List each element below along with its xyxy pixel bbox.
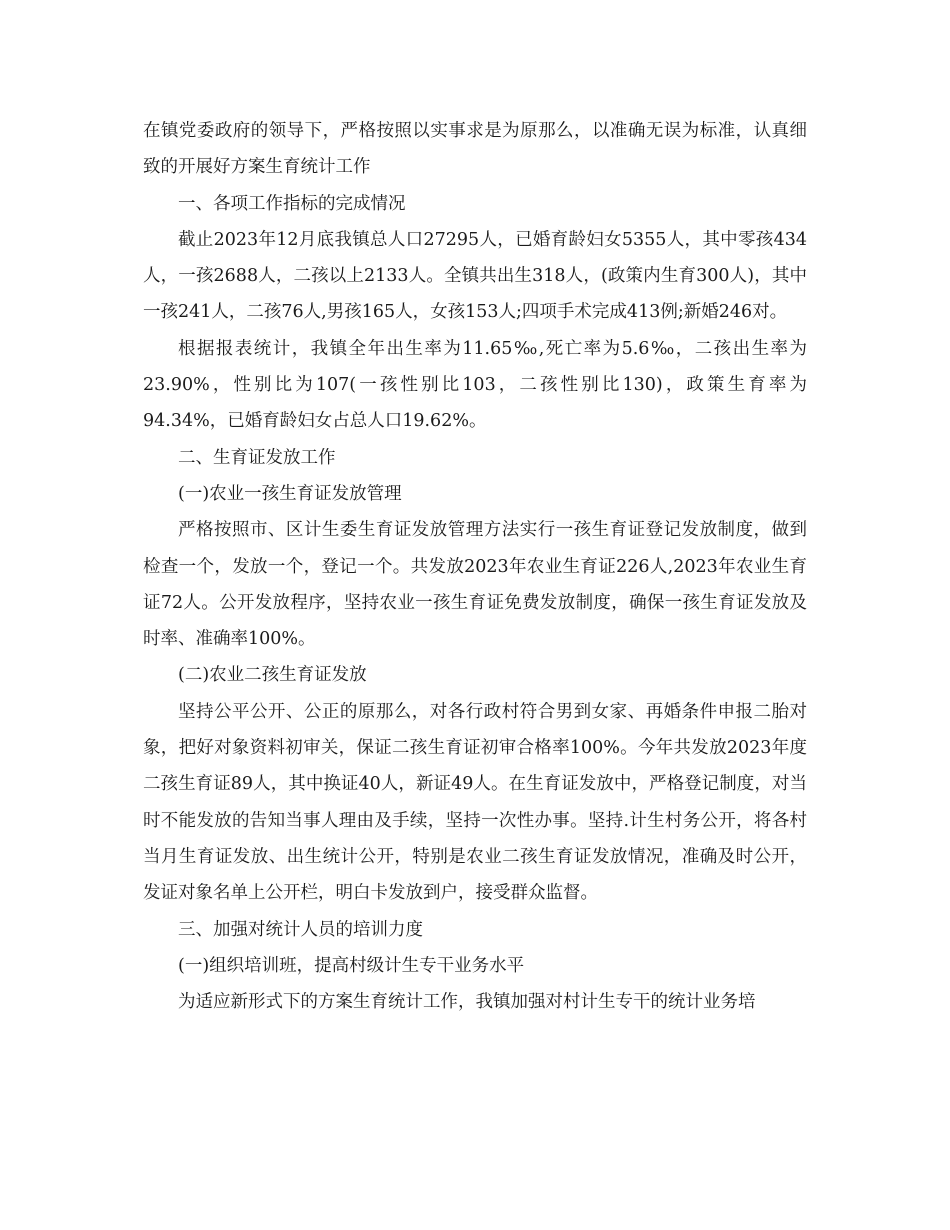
intro-paragraph: 在镇党委政府的领导下，严格按照以实事求是为原那么，以准确无误为标准，认真细致的开展好方案生育统计工作 [143, 121, 807, 178]
population-stats-paragraph: 截止2023年12月底我镇总人口27295人，已婚育龄妇女5355人，其中零孩434人，一孩2688人，二孩以上2133人。全镇共出生318人，(政策内生育300人)，其中一孩241人，二孩76人,男孩165人，女孩153人;四项手术完成413例;新婚246对。 [143, 229, 807, 323]
second-child-certificate-paragraph: 坚持公平公开、公正的原那么，对各行政村符合男到女家、再婚条件申报二胎对象，把好对象资料初审关，保证二孩生育证初审合格率100%。今年共发放2023年度二孩生育证89人，其中换证40人，新证49人。在生育证发放中，严格登记制度，对当时不能发放的告知当事人理由及手续，坚持一次性办事。坚持.计生村务公开，将各村当月生育证发放、出生统计公开，特别是农业二孩生育证发放情况，准确及时公开，发证对象名单上公开栏，明白卡发放到户，接受群众监督。 [143, 701, 807, 904]
training-paragraph: 为适应新形式下的方案生育统计工作，我镇加强对村计生专干的统计业务培 [178, 992, 756, 1013]
subheading-2-2: (二)农业二孩生育证发放 [178, 665, 367, 686]
subheading-3-1: (一)组织培训班，提高村级计生专干业务水平 [178, 955, 525, 976]
first-child-certificate-paragraph: 严格按照市、区计生委生育证发放管理方法实行一孩生育证登记发放制度，做到检查一个，发放一个，登记一个。共发放2023年农业生育证226人,2023年农业生育证72人。公开发放程序，坚持农业一孩生育证免费发放制度，确保一孩生育证发放及时率、准确率100%。 [143, 520, 807, 650]
document-body [143, 113, 807, 1020]
section-heading-3: 三、加强对统计人员的培训力度 [178, 919, 423, 940]
rates-paragraph: 根据报表统计，我镇全年出生率为11.65‰,死亡率为5.6‰，二孩出生率为23.90%，性别比为107(一孩性别比103，二孩性别比130)，政策生育率为94.34%，已婚育龄妇女占总人口19.62%。 [143, 338, 807, 432]
subheading-2-1: (一)农业一孩生育证发放管理 [178, 483, 402, 504]
section-heading-1: 一、各项工作指标的完成情况 [178, 193, 406, 214]
section-heading-2: 二、生育证发放工作 [178, 447, 336, 468]
